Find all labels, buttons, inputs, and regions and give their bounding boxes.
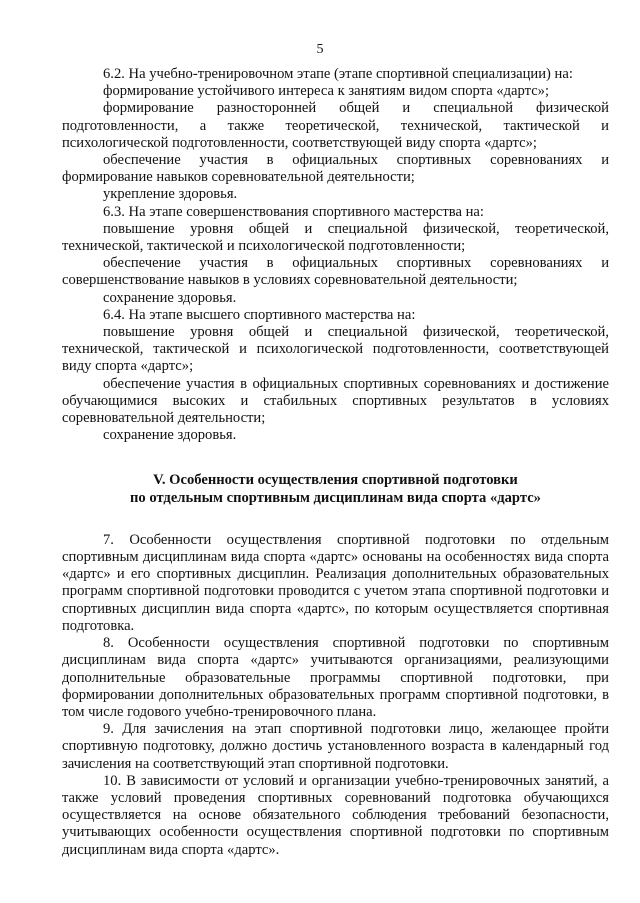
paragraph-9: 9. Для зачисления на этап спортивной подготовки лицо, желающее пройти спортивную подготовку, должно достичь установленного возраста в календарный год зачисления на соответствующий этап спортивной подготовки. (62, 721, 609, 772)
paragraph-6-3-b: обеспечение участия в официальных спортивных соревнованиях и совершенствование навыков в условиях соревновательной деятельности; (62, 255, 609, 289)
paragraph-6-2: 6.2. На учебно-тренировочном этапе (этапе спортивной специализации) на: (103, 66, 573, 82)
paragraph-8: 8. Особенности осуществления спортивной подготовки по спортивным дисциплинам вида спорта «дартс» учитываются организациями, реализующими дополнительные образовательные программы спортивной подготовки, при формировании дополнительных образовательных программ спортивной подготовки, в том числе годового учебно-тренировочного плана. (62, 635, 609, 720)
paragraph-6-2-d: укрепление здоровья. (103, 186, 238, 203)
paragraph-6-3: 6.3. На этапе совершенствования спортивного мастерства на: (103, 203, 484, 220)
page-number: 5 (316, 42, 324, 57)
paragraph-6-3-a: повышение уровня общей и специальной физической, теоретической, технической, тактической и психологической подготовленности; (62, 220, 609, 255)
section-heading-line-1: V. Особенности осуществления спортивной подготовки (153, 472, 518, 489)
paragraph-6-4-c: сохранение здоровья. (103, 427, 237, 444)
paragraph-6-4: 6.4. На этапе высшего спортивного мастерства на: (103, 306, 416, 323)
section-heading-line-2: по отдельным спортивным дисциплинам вида спорта «дартс» (130, 489, 541, 506)
paragraph-6-3-c: сохранение здоровья. (103, 289, 237, 306)
paragraph-6-2-c: обеспечение участия в официальных спортивных соревнованиях и формирование навыков соревновательной деятельности; (62, 152, 609, 186)
paragraph-6-4-a: повышение уровня общей и специальной физической, теоретической, технической, тактической и психологической подготовленности, соответствующей виду спорта «дартс»; (62, 324, 609, 375)
paragraph-6-2-b: формирование разносторонней общей и специальной физической подготовленности, а также теоретической, технической, тактической и психологической подготовленности, соответствующей виду спорта «дартс»; (62, 100, 609, 151)
paragraph-10: 10. В зависимости от условий и организации учебно-тренировочных занятий, а также условий проведения спортивных соревнований подготовка обучающихся осуществляется на основе обязательного соблюдения требований безопасности, учитывающих особенности осуществления спортивной подготовки по спортивным дисциплинам вида спорта «дартс». (62, 772, 609, 858)
section-heading (62, 472, 609, 506)
paragraph-6-4-b: обеспечение участия в официальных спортивных соревнованиях и достижение обучающимися высоких и стабильных спортивных результатов в условиях соревновательной деятельности; (62, 375, 609, 427)
paragraph-7: 7. Особенности осуществления спортивной подготовки по отдельным спортивным дисциплинам вида спорта «дартс» основаны на особенностях вида спорта «дартс» и его спортивных дисциплин. Реализация дополнительных образовательных программ спортивной подготовки проводится с учетом этапа спортивной подготовки и спортивных дисциплин вида спорта «дартс», по которым осуществляется спортивная подготовка. (62, 531, 609, 634)
paragraph-6-2-a: формирование устойчивого интереса к занятиям видом спорта «дартс»; (103, 83, 550, 100)
document-body (62, 66, 609, 859)
